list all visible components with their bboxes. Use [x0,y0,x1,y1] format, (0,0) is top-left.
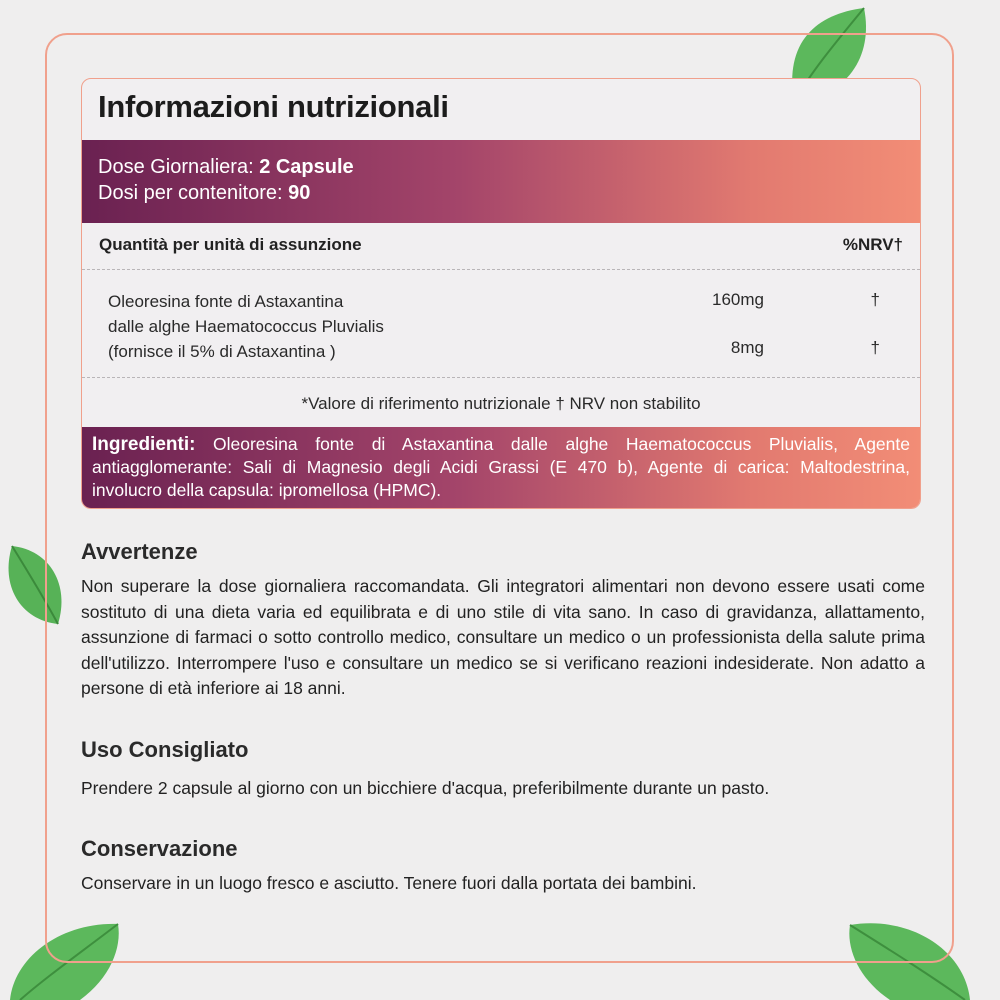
dose-band [82,140,920,223]
warnings-title: Avvertenze [81,539,198,564]
doses-per-container-label: Dosi per contenitore: [98,182,283,204]
doses-per-container-value: 90 [288,182,311,204]
nutrition-facts-card [81,78,921,509]
usage-title: Uso Consigliato [81,737,249,762]
ingredients-text: Oleoresina fonte di Astaxantina dalle alghe Haematococcus Pluvialis, Agente antiagglomerante: Sali di Magnesio degli Acidi Grassi (E 470 b), Agente di carica: Maltodestrina, involucro della capsula: ipromellosa (HPMC). [92,434,910,500]
nrv-footnote: *Valore di riferimento nutrizionale † NRV non stabilito [301,394,701,413]
ingredients-band [82,427,920,509]
header-nrv: %NRV† [842,235,903,254]
daily-dose-label: Dose Giornaliera: [98,156,254,178]
daily-dose-line [98,156,354,179]
doses-per-container-line [98,182,310,205]
storage-text: Conservare in un luogo fresco e asciutto. Tenere fuori dalla portata dei bambini. [81,873,697,893]
ingredient-line-1: Oleoresina fonte di Astaxantina [108,292,344,311]
divider-top [82,269,920,270]
daily-dose-value: 2 Capsule [259,156,354,178]
nrv-2: † [870,338,880,357]
storage-title: Conservazione [81,836,238,861]
ingredients-label: Ingredienti: [92,434,196,455]
divider-bottom [82,377,920,378]
nutrition-title: Informazioni nutrizionali [98,89,449,124]
ingredient-line-3: (fornisce il 5% di Astaxantina ) [108,342,336,361]
amount-2: 8mg [730,338,764,357]
ingredients-text-block [92,433,910,502]
warnings-text: Non superare la dose giornaliera raccomandata. Gli integratori alimentari non devono essere usati come sostituto di una dieta varia ed equilibrata e di uno stile di vita sano. In caso di gravidanza, allattamento, assunzione di farmaci o sotto controllo medico, consultare un medico o un professionista della salute prima dell'utilizzo. Interrompere l'uso e consultare un medico se si verificano reazioni indesiderate. Non adatto a persone di età inferiore ai 18 anni. [81,576,925,698]
header-quantity: Quantità per unità di assunzione [99,235,362,254]
usage-text: Prendere 2 capsule al giorno con un bicchiere d'acqua, preferibilmente durante un pasto. [81,778,770,798]
nrv-1: † [870,290,880,309]
ingredient-line-2: dalle alghe Haematococcus Pluvialis [108,317,384,336]
amount-1: 160mg [712,290,764,309]
